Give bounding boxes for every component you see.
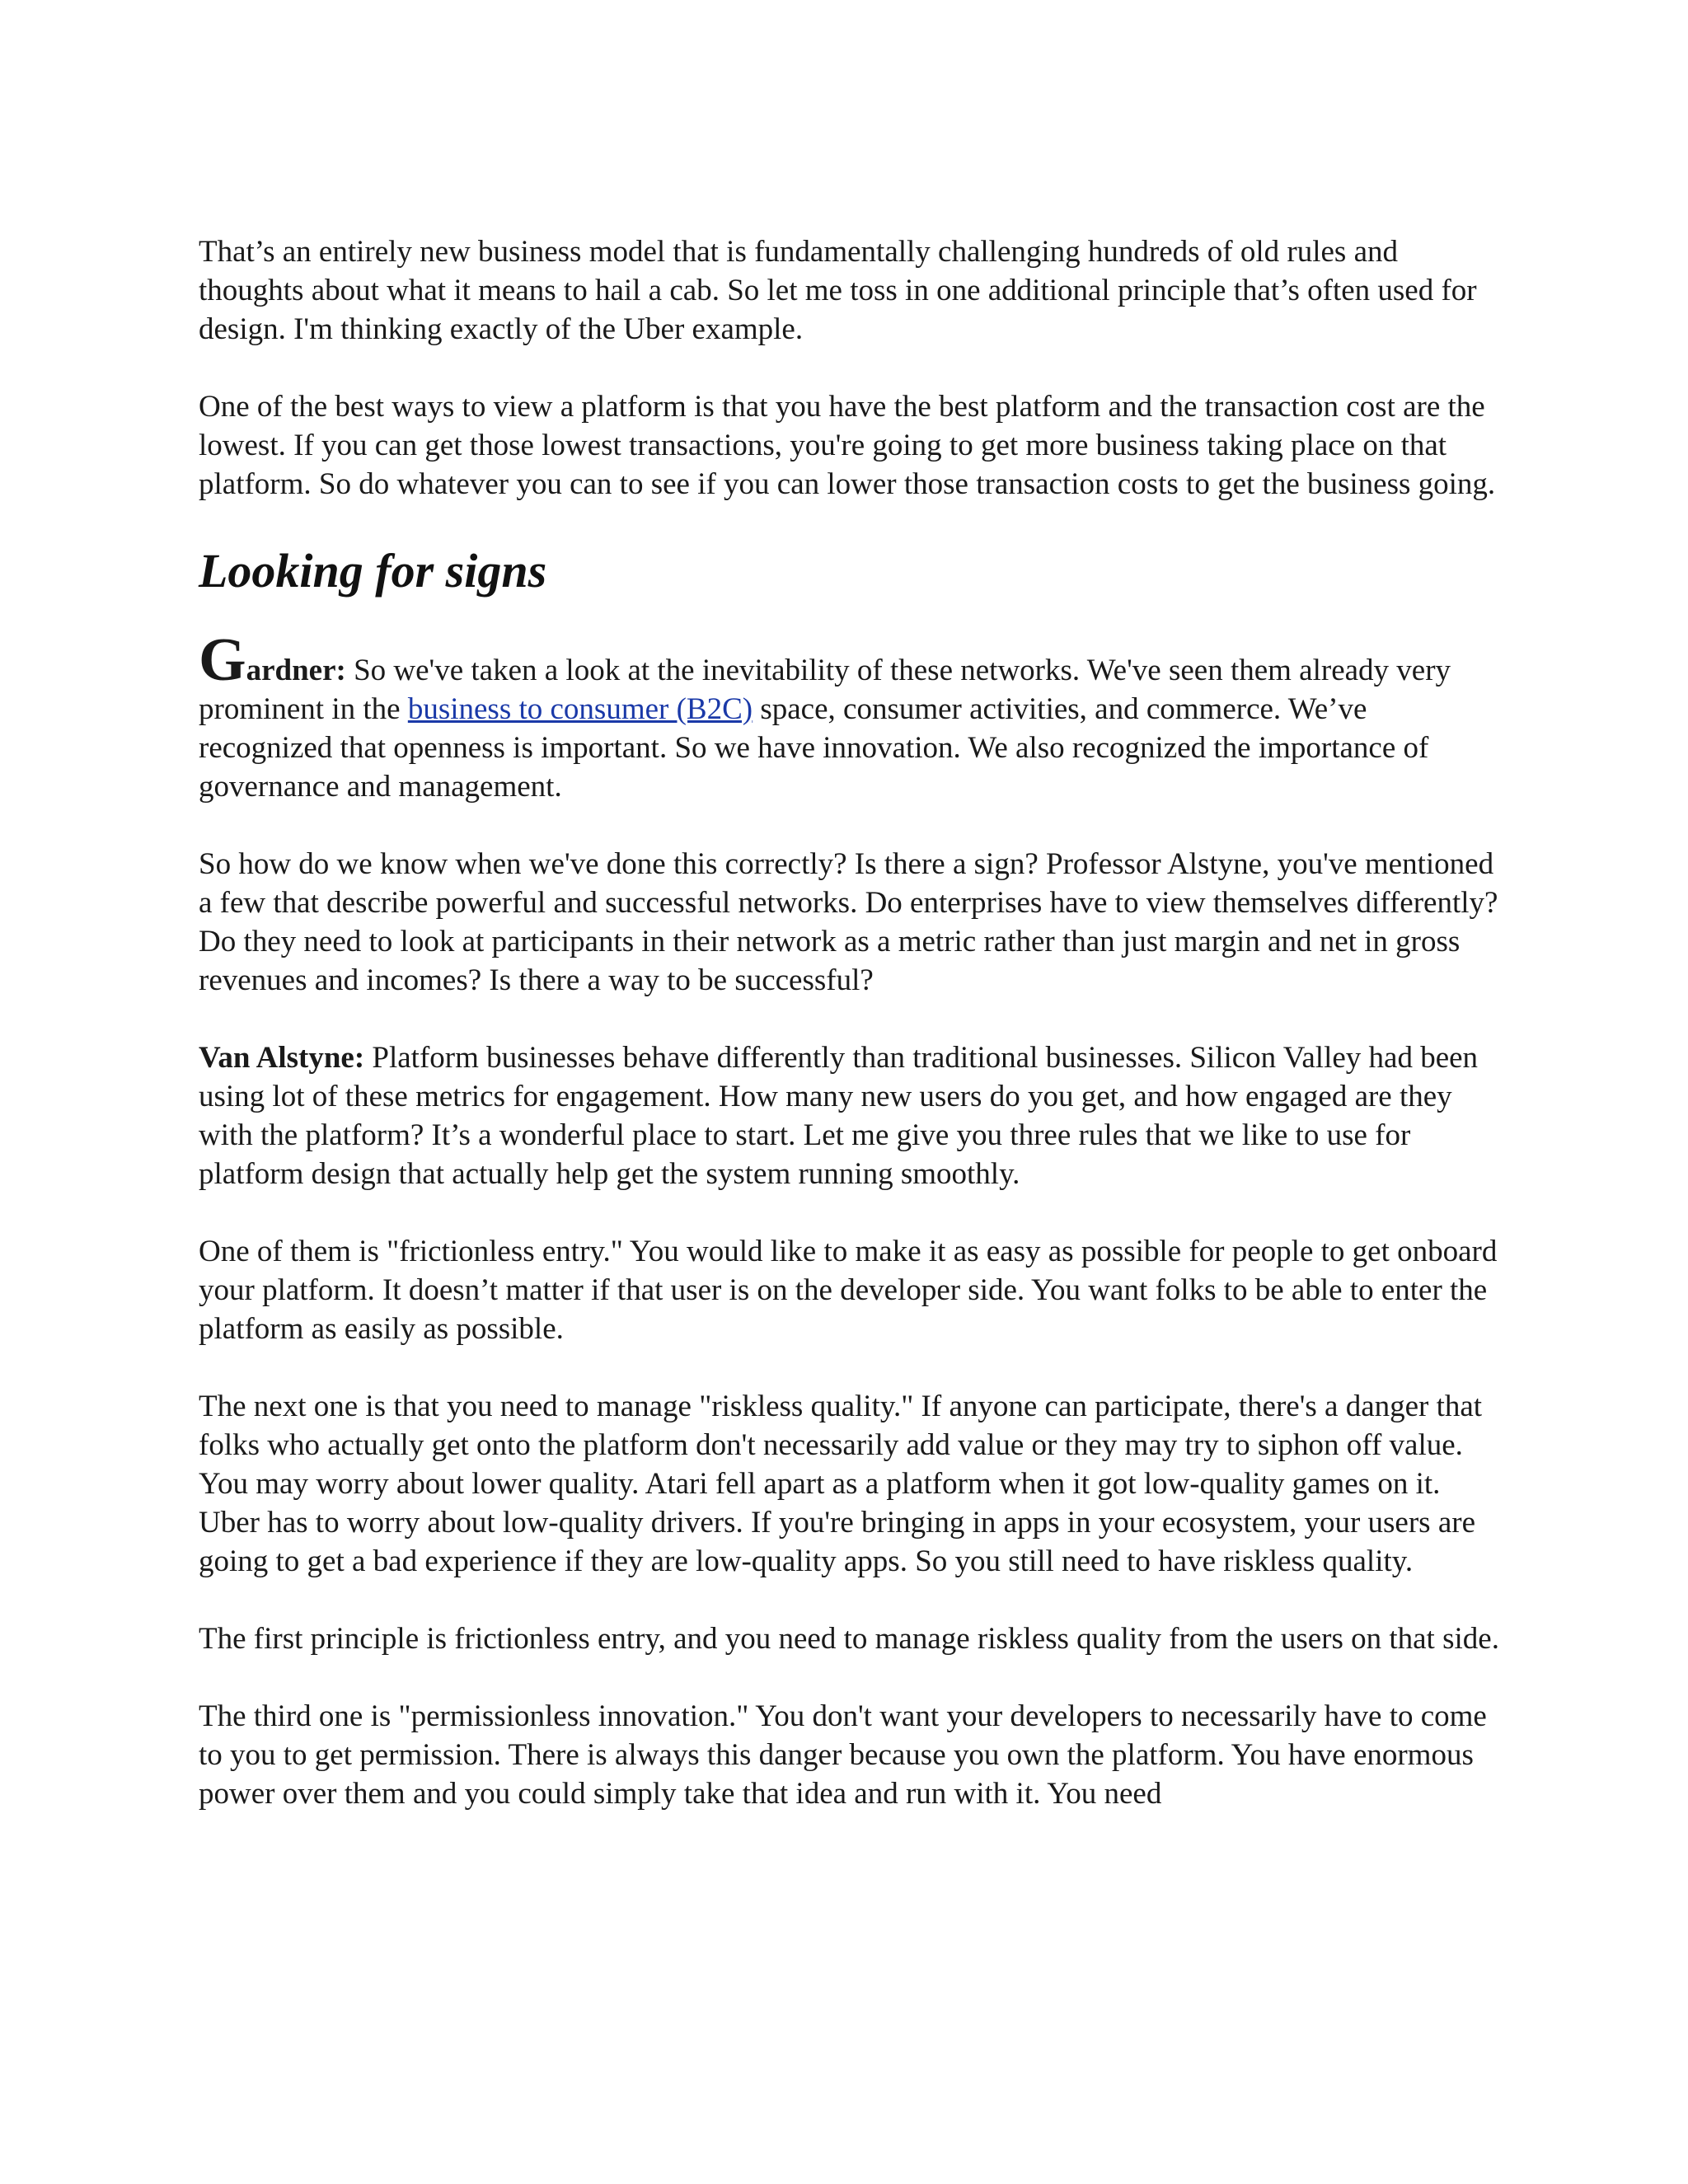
paragraph-van-alstyne xyxy=(199,1038,1501,1193)
paragraph-transaction-cost: One of the best ways to view a platform is that you have the best platform and the transaction cost are the lowest. If you can get those lowest transactions, you're going to get more business taking place on that platform. So do whatever you can to see if you can lower those transaction costs to get the business going. xyxy=(199,390,1496,501)
section-heading: Looking for signs xyxy=(199,544,547,598)
paragraph-first-principle: The first principle is frictionless entry, and you need to manage riskless quality from the users on that side. xyxy=(199,1622,1499,1656)
gardner-speaker-rest: ardner: xyxy=(246,654,346,687)
van-alstyne-text: Platform businesses behave differently than traditional businesses. Silicon Valley had been using lot of these metrics for engagement. How many new users do you get, and how engaged are they with the platform? It’s a wonderful place to start. Let me give you three rules that we like to use for platform design that actually help get the system running smoothly. xyxy=(199,1041,1479,1191)
b2c-link[interactable]: business to consumer (B2C) xyxy=(407,692,753,726)
paragraph-gardner-intro xyxy=(199,626,1501,806)
document-page xyxy=(199,232,1501,1813)
paragraph-gardner-question: So how do we know when we've done this correctly? Is there a sign? Professor Alstyne, you've mentioned a few that describe powerful and successful networks. Do enterprises have to view themselves differently? Do they need to look at participants in their network as a metric rather than just margin and net in gross revenues and incomes? Is there a way to be successful? xyxy=(199,847,1498,997)
paragraph-riskless-quality: The next one is that you need to manage "riskless quality." If anyone can participate, there's a danger that folks who actually get onto the platform don't necessarily add value or they may try to siphon off value. You may worry about lower quality. Atari fell apart as a platform when it got low-quality games on it. Uber has to worry about low-quality drivers. If you're bringing in apps in your ecosystem, your users are going to get a bad experience if they are low-quality apps. So you still need to have riskless quality. xyxy=(199,1390,1483,1578)
gardner-speaker-label xyxy=(199,626,346,694)
paragraph-uber-model: That’s an entirely new business model that is fundamentally challenging hundreds of old rules and thoughts about what it means to hail a cab. So let me toss in one additional principle that’s often used for design. I'm thinking exactly of the Uber example. xyxy=(199,235,1477,346)
paragraph-frictionless-entry: One of them is "frictionless entry." You would like to make it as easy as possible for people to get onboard your platform. It doesn’t matter if that user is on the developer side. You want folks to be able to enter the platform as easily as possible. xyxy=(199,1235,1498,1346)
gardner-text-after-link: space, consumer activities, and commerce. We’ve recognized that openness is important. So we have innovation. We also recognized the importance of governance and management. xyxy=(199,692,1429,804)
gardner-text-before-link: So we've taken a look at the inevitability of these networks. We've seen them already very prominent in the xyxy=(199,654,1451,726)
van-alstyne-speaker-label: Van Alstyne: xyxy=(199,1041,365,1075)
paragraph-permissionless-innovation: The third one is "permissionless innovation." You don't want your developers to necessarily have to come to you to get permission. There is always this danger because you own the platform. You have enormous power over them and you could simply take that idea and run with it. You need xyxy=(199,1699,1487,1811)
drop-cap: G xyxy=(199,626,246,694)
